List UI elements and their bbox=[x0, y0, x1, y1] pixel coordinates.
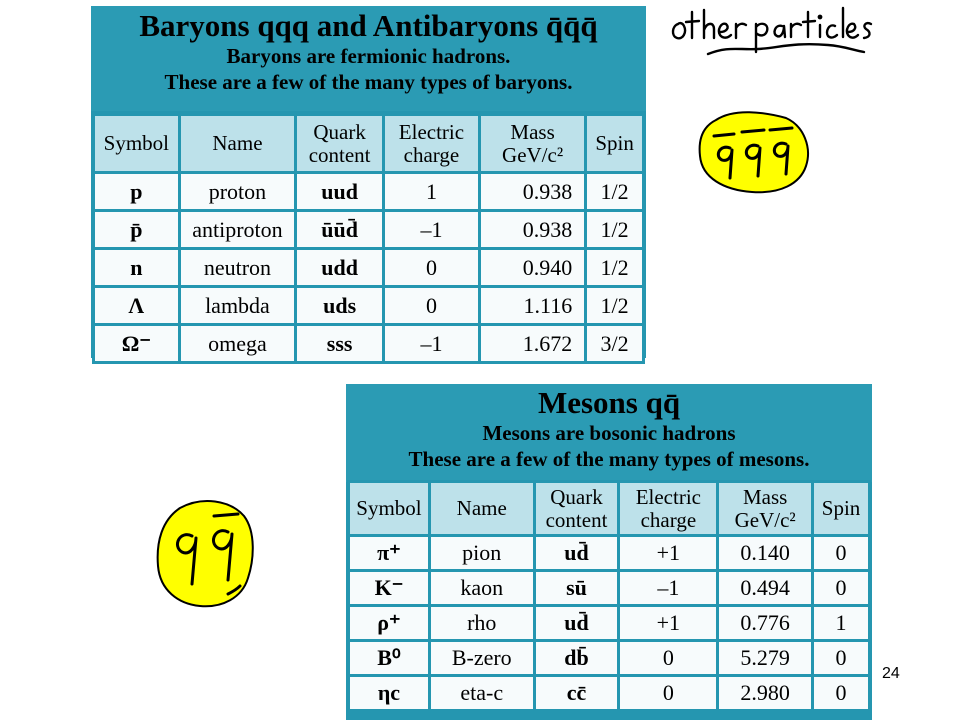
header-symbol: Symbol bbox=[95, 116, 178, 171]
particle-name: antiproton bbox=[181, 212, 295, 247]
spin-value: 0 bbox=[814, 572, 868, 604]
header-symbol: Symbol bbox=[350, 483, 428, 534]
particle-symbol: n bbox=[95, 250, 178, 285]
particle-name: pion bbox=[431, 537, 533, 569]
page-number: 24 bbox=[882, 665, 900, 682]
header-electric-charge: Electric charge bbox=[620, 483, 716, 534]
handwritten-other-particles bbox=[668, 2, 878, 60]
table-row bbox=[350, 677, 868, 709]
table-row bbox=[350, 537, 868, 569]
mass-value: 0.140 bbox=[719, 537, 811, 569]
spin-value: 0 bbox=[814, 642, 868, 674]
electric-charge: +1 bbox=[620, 537, 716, 569]
particle-name: lambda bbox=[181, 288, 295, 323]
mass-value: 0.938 bbox=[481, 174, 584, 209]
electric-charge: –1 bbox=[385, 212, 478, 247]
quark-content: sss bbox=[297, 326, 382, 361]
table-row bbox=[95, 326, 642, 361]
header-quark-content: Quark content bbox=[536, 483, 618, 534]
particle-symbol: K⁻ bbox=[350, 572, 428, 604]
electric-charge: –1 bbox=[385, 326, 478, 361]
particle-symbol: ηc bbox=[350, 677, 428, 709]
meson-subtitle-1: Mesons are bosonic hadrons bbox=[482, 421, 736, 445]
baryon-table bbox=[91, 6, 646, 358]
quark-content: cc̄ bbox=[536, 677, 618, 709]
quark-content: uds bbox=[297, 288, 382, 323]
quark-content: ud̄ bbox=[536, 607, 618, 639]
particle-name: B-zero bbox=[431, 642, 533, 674]
mass-value: 1.116 bbox=[481, 288, 584, 323]
quark-content: uud bbox=[297, 174, 382, 209]
spin-value: 1/2 bbox=[587, 174, 642, 209]
mass-value: 2.980 bbox=[719, 677, 811, 709]
header-spin: Spin bbox=[587, 116, 642, 171]
particle-name: omega bbox=[181, 326, 295, 361]
quark-content: ūūd̄ bbox=[297, 212, 382, 247]
particle-symbol: p bbox=[95, 174, 178, 209]
electric-charge: 0 bbox=[620, 677, 716, 709]
table-row bbox=[95, 212, 642, 247]
electric-charge: 0 bbox=[385, 250, 478, 285]
particle-name: eta-c bbox=[431, 677, 533, 709]
spin-value: 0 bbox=[814, 537, 868, 569]
header-name: Name bbox=[181, 116, 295, 171]
particle-symbol: B⁰ bbox=[350, 642, 428, 674]
baryon-title: Baryons qqq and Antibaryons q̄q̄q̄ bbox=[139, 8, 598, 43]
quark-content: db̄ bbox=[536, 642, 618, 674]
quark-content: udd bbox=[297, 250, 382, 285]
header-mass: Mass GeV/c² bbox=[719, 483, 811, 534]
spin-value: 1/2 bbox=[587, 212, 642, 247]
particle-symbol: p̄ bbox=[95, 212, 178, 247]
meson-title: Mesons qq̄ bbox=[537, 385, 681, 420]
spin-value: 1/2 bbox=[587, 250, 642, 285]
spin-value: 0 bbox=[814, 677, 868, 709]
particle-name: proton bbox=[181, 174, 295, 209]
table-row bbox=[95, 288, 642, 323]
table-row bbox=[350, 642, 868, 674]
table-row bbox=[95, 174, 642, 209]
mass-value: 0.940 bbox=[481, 250, 584, 285]
table-row bbox=[350, 572, 868, 604]
mass-value: 1.672 bbox=[481, 326, 584, 361]
particle-name: neutron bbox=[181, 250, 295, 285]
meson-table-header bbox=[346, 384, 872, 482]
baryon-table-header bbox=[91, 6, 646, 111]
header-mass: Mass GeV/c² bbox=[481, 116, 584, 171]
electric-charge: +1 bbox=[620, 607, 716, 639]
table-row bbox=[95, 250, 642, 285]
meson-subtitle-2: These are a few of the many types of mesons. bbox=[408, 447, 810, 471]
electric-charge: 0 bbox=[620, 642, 716, 674]
quark-content: sū bbox=[536, 572, 618, 604]
meson-grid bbox=[347, 480, 871, 712]
table-row bbox=[350, 607, 868, 639]
handwritten-qq-note bbox=[152, 494, 258, 612]
mass-value: 0.494 bbox=[719, 572, 811, 604]
spin-value: 1/2 bbox=[587, 288, 642, 323]
spin-value: 1 bbox=[814, 607, 868, 639]
particle-symbol: π⁺ bbox=[350, 537, 428, 569]
electric-charge: 0 bbox=[385, 288, 478, 323]
mass-value: 0.938 bbox=[481, 212, 584, 247]
electric-charge: 1 bbox=[385, 174, 478, 209]
particle-name: kaon bbox=[431, 572, 533, 604]
particle-symbol: Ω⁻ bbox=[95, 326, 178, 361]
quark-content: ud̄ bbox=[536, 537, 618, 569]
handwritten-qqq-note bbox=[694, 104, 814, 198]
header-spin: Spin bbox=[814, 483, 868, 534]
spin-value: 3/2 bbox=[587, 326, 642, 361]
header-quark-content: Quark content bbox=[297, 116, 382, 171]
particle-symbol: Λ bbox=[95, 288, 178, 323]
baryon-subtitle-1: Baryons are fermionic hadrons. bbox=[226, 44, 511, 68]
meson-table bbox=[346, 384, 872, 720]
electric-charge: –1 bbox=[620, 572, 716, 604]
baryon-grid bbox=[92, 113, 645, 364]
mass-value: 0.776 bbox=[719, 607, 811, 639]
baryon-subtitle-2: These are a few of the many types of baryons. bbox=[164, 70, 573, 94]
mass-value: 5.279 bbox=[719, 642, 811, 674]
particle-name: rho bbox=[431, 607, 533, 639]
particle-symbol: ρ⁺ bbox=[350, 607, 428, 639]
header-name: Name bbox=[431, 483, 533, 534]
header-electric-charge: Electric charge bbox=[385, 116, 478, 171]
